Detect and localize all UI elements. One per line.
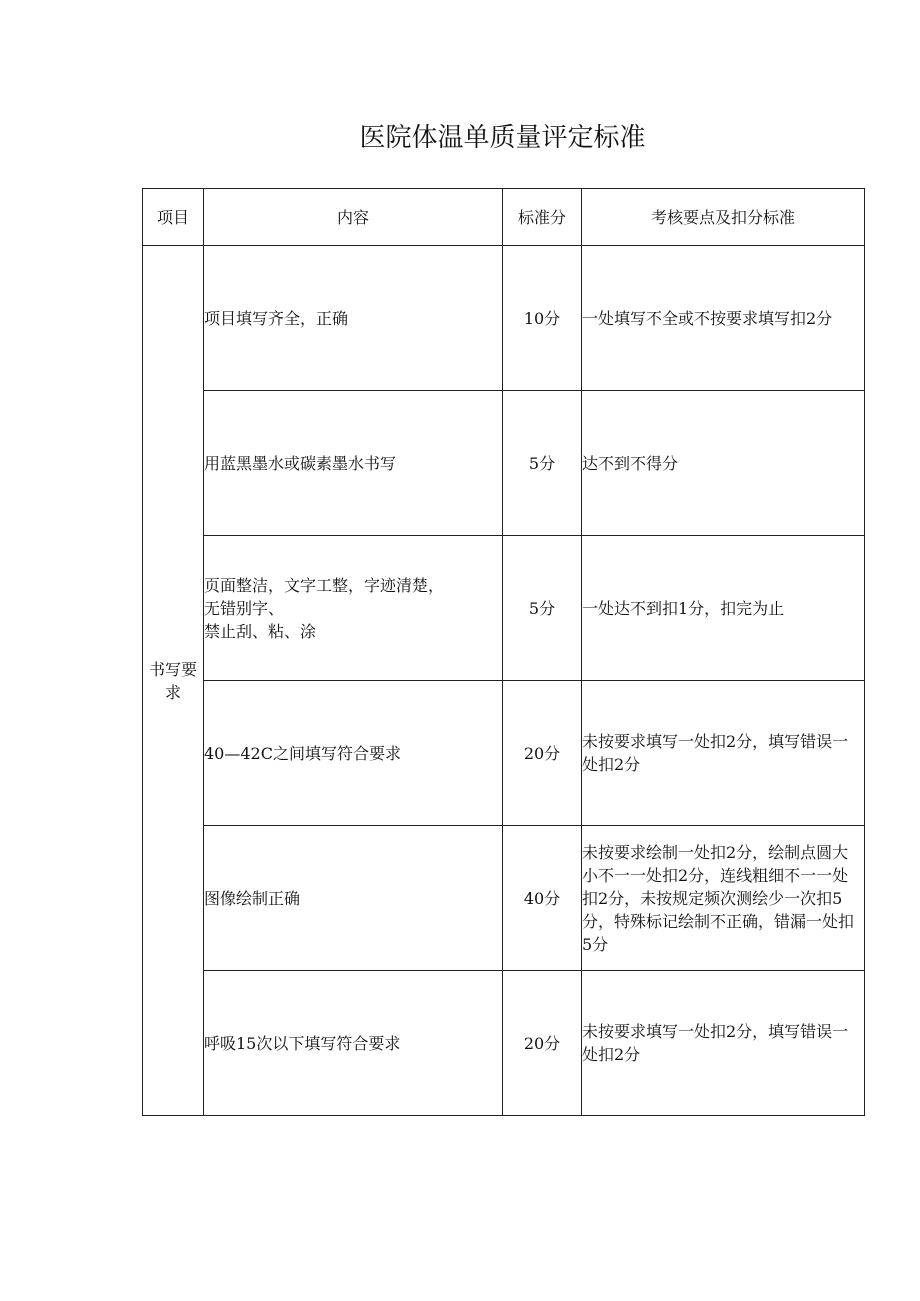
- page-title: 医院体温单质量评定标准: [359, 123, 646, 153]
- row-score: 20分: [503, 971, 582, 1116]
- row-criteria: 达不到不得分: [582, 391, 865, 536]
- table-header-row: [143, 189, 865, 246]
- row-score: 20分: [503, 681, 582, 826]
- header-criteria: 考核要点及扣分标准: [582, 189, 865, 246]
- row-score: 5分: [503, 536, 582, 681]
- row-content: [204, 391, 503, 536]
- content-line: 页面整洁，文字工整，字迹清楚，: [204, 575, 445, 595]
- row-content: [204, 246, 503, 391]
- table-row: [143, 971, 865, 1116]
- row-content: [204, 681, 503, 826]
- content-line: 无错别字、: [204, 598, 285, 618]
- table-row: [143, 681, 865, 826]
- quality-standards-table: [142, 188, 865, 1116]
- header-content: 内容: [204, 189, 503, 246]
- row-criteria: 一处填写不全或不按要求填写扣2分: [582, 246, 865, 391]
- content-line: 图像绘制正确: [204, 888, 301, 908]
- category-cell: 书写要求: [143, 246, 204, 1116]
- row-criteria: 一处达不到扣1分，扣完为止: [582, 536, 865, 681]
- row-content: [204, 971, 503, 1116]
- content-line: 呼吸15次以下填写符合要求: [204, 1033, 401, 1053]
- table-row: [143, 826, 865, 971]
- row-criteria: 未按要求填写一处扣2分，填写错误一处扣2分: [582, 681, 865, 826]
- table-row: [143, 391, 865, 536]
- row-score: 40分: [503, 826, 582, 971]
- row-content: [204, 536, 503, 681]
- header-score: 标准分: [503, 189, 582, 246]
- row-score: 10分: [503, 246, 582, 391]
- row-score: 5分: [503, 391, 582, 536]
- row-content: [204, 826, 503, 971]
- row-criteria: 未按要求绘制一处扣2分，绘制点圆大小不一一处扣2分，连线粗细不一一处扣2分，未按规定频次测绘少一次扣5分，特殊标记绘制不正确，错漏一处扣5分: [582, 826, 865, 971]
- content-line: 用蓝黑墨水或碳素墨水书写: [204, 453, 397, 473]
- content-line: 禁止刮、粘、涂: [204, 621, 317, 641]
- header-item: 项目: [143, 189, 204, 246]
- content-line: 40—42C之间填写符合要求: [204, 743, 401, 763]
- row-criteria: 未按要求填写一处扣2分，填写错误一处扣2分: [582, 971, 865, 1116]
- content-line: 项目填写齐全，正确: [204, 308, 349, 328]
- table-row: [143, 536, 865, 681]
- table-row: [143, 246, 865, 391]
